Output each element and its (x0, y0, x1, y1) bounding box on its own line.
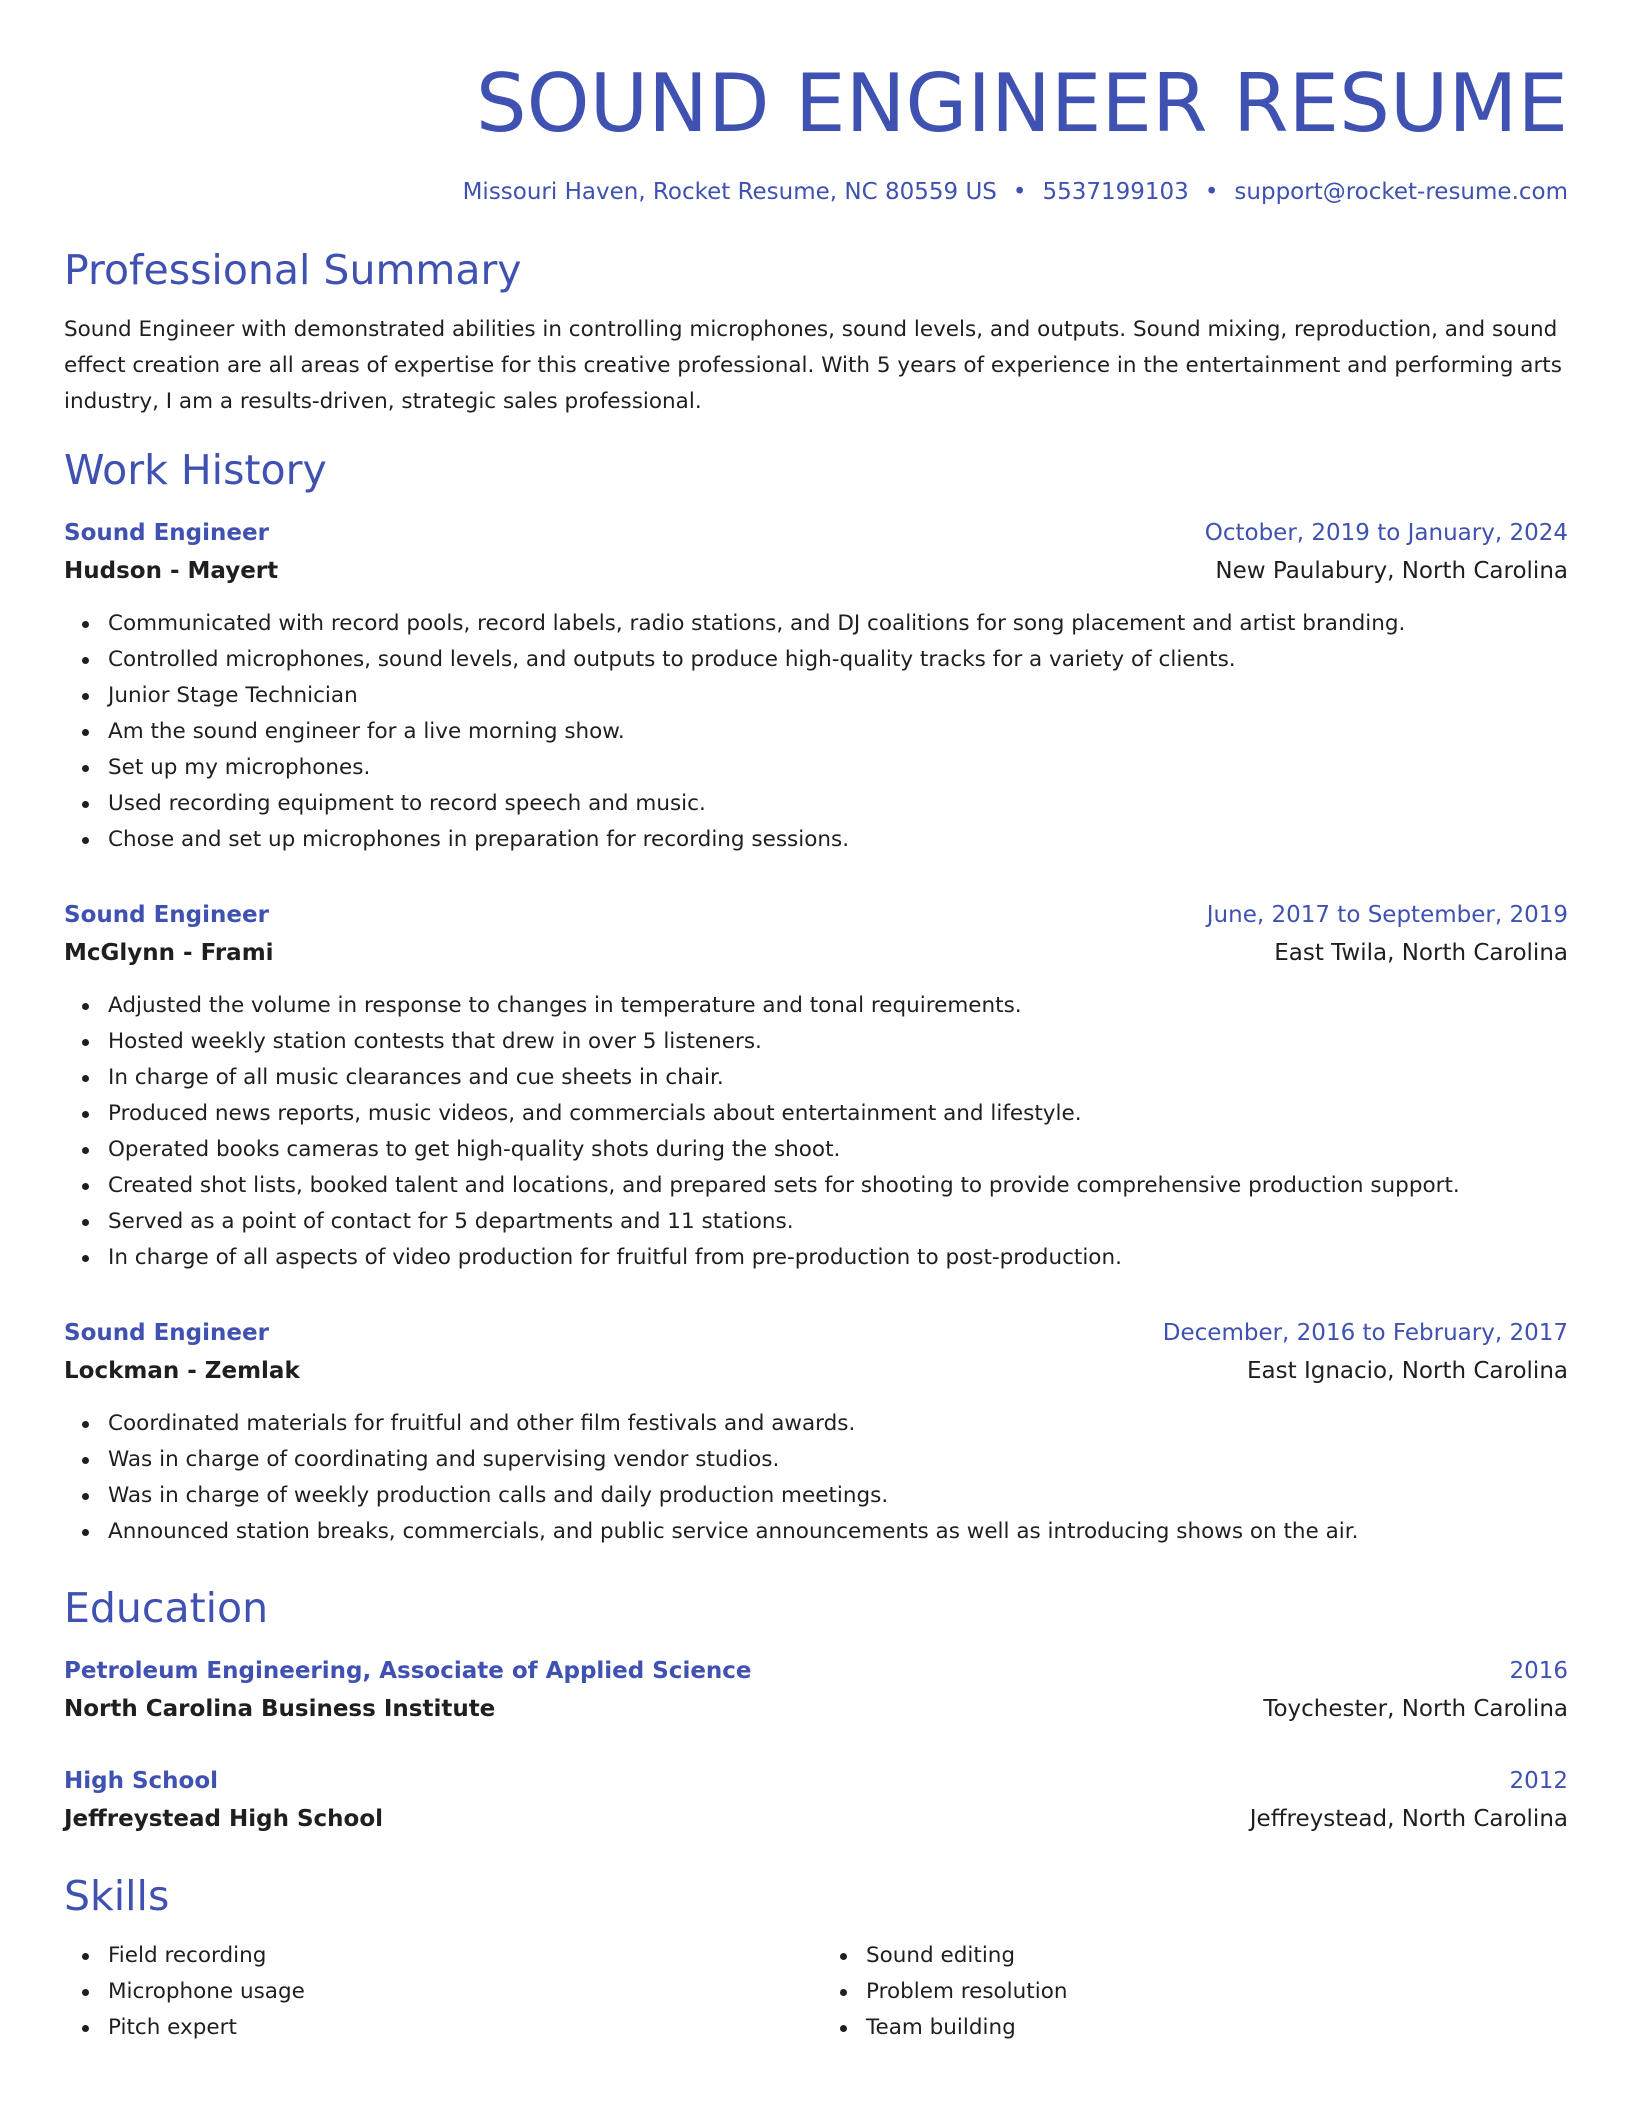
education-school: Jeffreystead High School (64, 1806, 384, 1832)
education-location: Toychester, North Carolina (1263, 1696, 1568, 1722)
list-item: Used recording equipment to record speech and music. (108, 786, 1568, 822)
contact-separator: • (1012, 179, 1027, 205)
job-title: Sound Engineer (64, 902, 269, 928)
education-location: Jeffreystead, North Carolina (1249, 1806, 1568, 1832)
job-dates: December, 2016 to February, 2017 (1162, 1320, 1568, 1346)
skill-item: Team building (866, 2010, 1566, 2046)
contact-address: Missouri Haven, Rocket Resume, NC 80559 US (462, 179, 997, 205)
list-item: Junior Stage Technician (108, 678, 1568, 714)
list-item: Hosted weekly station contests that drew in over 5 listeners. (108, 1024, 1568, 1060)
job-employer: Lockman - Zemlak (64, 1358, 300, 1384)
list-item: In charge of all aspects of video production for fruitful from pre-production to post-production. (108, 1240, 1568, 1276)
contact-phone: 5537199103 (1042, 179, 1189, 205)
list-item: Produced news reports, music videos, and commercials about entertainment and lifestyle. (108, 1096, 1568, 1132)
list-item: In charge of all music clearances and cue sheets in chair. (108, 1060, 1568, 1096)
list-item: Am the sound engineer for a live morning show. (108, 714, 1568, 750)
list-item: Chose and set up microphones in preparation for recording sessions. (108, 822, 1568, 858)
list-item: Controlled microphones, sound levels, and outputs to produce high-quality tracks for a variety of clients. (108, 642, 1568, 678)
skill-item: Problem resolution (866, 1974, 1566, 2010)
skill-item: Sound editing (866, 1938, 1566, 1974)
list-item: Operated books cameras to get high-quality shots during the shoot. (108, 1132, 1568, 1168)
work-entry (64, 896, 1568, 1276)
job-employer: McGlynn - Frami (64, 940, 274, 966)
job-title: Sound Engineer (64, 520, 269, 546)
section-title-skills: Skills (64, 1872, 170, 1920)
list-item: Served as a point of contact for 5 departments and 11 stations. (108, 1204, 1568, 1240)
list-item: Set up my microphones. (108, 750, 1568, 786)
job-dates: June, 2017 to September, 2019 (1206, 902, 1568, 928)
contact-email: support@rocket-resume.com (1234, 179, 1568, 205)
summary-text: Sound Engineer with demonstrated abilities in controlling microphones, sound levels, and outputs. Sound mixing, reproduction, and sound effect creation are all areas of expertise for this creative professional. With 5 years of experience in the entertainment and performing arts industry, I am a results-driven, strategic sales professional. (64, 317, 1562, 414)
resume-page (64, 0, 1568, 2046)
skills-list-right (806, 1938, 1566, 2046)
list-item: Coordinated materials for fruitful and other film festivals and awards. (108, 1406, 1568, 1442)
job-employer: Hudson - Mayert (64, 558, 279, 584)
education-year: 2016 (1509, 1658, 1568, 1684)
skill-item: Field recording (108, 1938, 806, 1974)
list-item: Was in charge of weekly production calls and daily production meetings. (108, 1478, 1568, 1514)
job-bullets (64, 1406, 1568, 1550)
job-location: New Paulabury, North Carolina (1215, 558, 1568, 584)
list-item: Communicated with record pools, record labels, radio stations, and DJ coalitions for song placement and artist branding. (108, 606, 1568, 642)
list-item: Created shot lists, booked talent and locations, and prepared sets for shooting to provide comprehensive production support. (108, 1168, 1568, 1204)
section-title-summary: Professional Summary (64, 246, 522, 294)
list-item: Was in charge of coordinating and supervising vendor studios. (108, 1442, 1568, 1478)
resume-name: SOUND ENGINEER RESUME (475, 57, 1568, 150)
education-year: 2012 (1509, 1768, 1568, 1794)
section-title-education: Education (64, 1584, 269, 1632)
job-bullets (64, 988, 1568, 1276)
list-item: Adjusted the volume in response to changes in temperature and tonal requirements. (108, 988, 1568, 1024)
job-title: Sound Engineer (64, 1320, 269, 1346)
section-title-work-history: Work History (64, 446, 327, 494)
skills-grid (64, 1938, 1568, 2046)
work-entry (64, 1314, 1568, 1550)
list-item: Announced station breaks, commercials, and public service announcements as well as introducing shows on the air. (108, 1514, 1568, 1550)
education-degree: High School (64, 1768, 219, 1794)
education-school: North Carolina Business Institute (64, 1696, 496, 1722)
work-entry (64, 514, 1568, 858)
education-entry (64, 1652, 1568, 1728)
education-degree: Petroleum Engineering, Associate of Applied Science (64, 1658, 752, 1684)
skill-item: Pitch expert (108, 2010, 806, 2046)
skill-item: Microphone usage (108, 1974, 806, 2010)
job-bullets (64, 606, 1568, 858)
contact-separator: • (1204, 179, 1219, 205)
job-location: East Ignacio, North Carolina (1247, 1358, 1568, 1384)
job-location: East Twila, North Carolina (1274, 940, 1568, 966)
skills-list-left (64, 1938, 806, 2046)
education-entry (64, 1762, 1568, 1838)
job-dates: October, 2019 to January, 2024 (1204, 520, 1568, 546)
contact-line (64, 176, 1568, 208)
